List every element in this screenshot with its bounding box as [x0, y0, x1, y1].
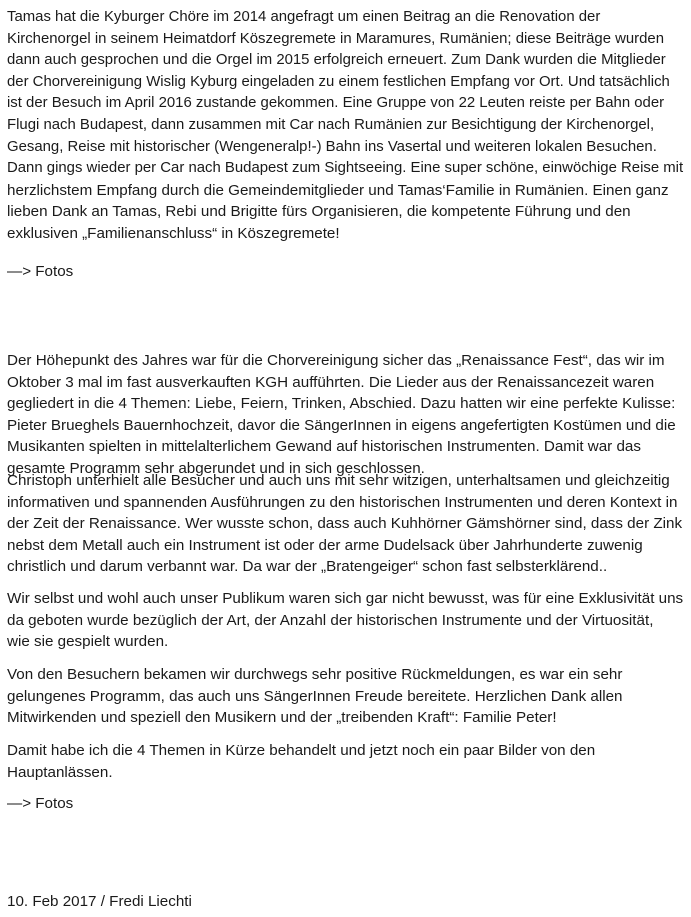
text-line: der Chorvereinigung Wislig Kyburg eingeladen zu einem festlichen Empfang vor Ort. Und tatsächlich: [7, 73, 670, 90]
text-line: dann auch gesprochen und die Orgel im 2015 erfolgreich erneuert. Zum Dank wurden die Mitglieder: [7, 52, 666, 69]
text-line: wie sie gespielt wurden.: [7, 633, 169, 651]
text-line: gelungenes Programm, das auch uns SängerInnen Freude bereitete. Herzlichen Dank allen: [7, 687, 623, 705]
text-line: Christoph unterhielt alle Besucher und auch uns mit sehr witzigen, unterhaltsamen und gleichzeitig: [7, 472, 670, 489]
text-line: Tamas hat die Kyburger Chöre im 2014 angefragt um einen Beitrag an die Renovation der: [7, 9, 601, 25]
paragraph-rueckmeldungen: [7, 664, 622, 729]
paragraph-abschluss: [7, 740, 595, 783]
paragraph-renaissance-fest: [7, 350, 676, 480]
date-signature: 10. Feb 2017 / Fredi Liechti: [7, 893, 192, 910]
text-line: da geboten wurde bezüglich der Art, der Anzahl der historischen Instrumente und der Virtuosität,: [7, 611, 654, 629]
text-line: Wir selbst und wohl auch unser Publikum waren sich gar nicht bewusst, was für eine Exklusivität uns: [7, 590, 684, 607]
text-line: Hauptanlässen.: [7, 763, 113, 781]
text-line: Pieter Brueghels Bauernhochzeit, davor die SängerInnen in eigens angefertigten Kostümen und die: [7, 416, 676, 434]
paragraph-exklusivitaet: [7, 588, 683, 653]
text-line: Flugi nach Budapest, dann zusammen mit Car nach Rumänien zur Besichtigung der Kirchenorgel,: [7, 116, 655, 133]
text-line: gesamte Programm sehr abgerundet und in sich geschlossen.: [7, 459, 425, 477]
fotos-link[interactable]: —> Fotos: [7, 795, 74, 812]
text-line: christlich und darum verbannt war. Da war der „Bratengeiger“ schon fast selbsterklärend..: [7, 558, 608, 576]
text-line: gegliedert in die 4 Themen: Liebe, Feiern, Trinken, Abschied. Dazu hatten wir eine perfekte Kulisse:: [7, 395, 676, 413]
text-line: Von den Besuchern bekamen wir durchwegs sehr positive Rückmeldungen, es war ein sehr: [7, 666, 623, 683]
text-line: ist der Besuch im April 2016 zustande gekommen. Eine Gruppe von 22 Leuten reiste per Bahn oder: [7, 95, 665, 112]
text-line: Damit habe ich die 4 Themen in Kürze behandelt und jetzt noch ein paar Bilder von den: [7, 742, 596, 759]
text-line: Dann gings wieder per Car nach Budapest zum Sightseeing. Eine super schöne, einwöchige Reise mit: [7, 160, 684, 177]
text-line: nebst dem Metall auch ein Instrument ist oder der arme Dudelsack über Jahrhunderte zuwenig: [7, 536, 643, 554]
text-line: informativen und spannenden Ausführungen zu den historischen Instrumenten und deren Kontext in: [7, 493, 678, 511]
text-line: Der Höhepunkt des Jahres war für die Chorvereinigung sicher das „Renaissance Fest“, das wir im: [7, 352, 665, 369]
paragraph-orgel-reise: [7, 7, 683, 245]
fotos-link[interactable]: —> Fotos: [7, 263, 74, 280]
text-line: Oktober 3 mal im fast ausverkauften KGH aufführten. Die Lieder aus der Renaissancezeit waren: [7, 373, 655, 391]
text-line: exklusiven „Familienanschluss“ in Köszegremete!: [7, 224, 340, 242]
text-line: Mitwirkenden und speziell den Musikern und der „treibenden Kraft“: Familie Peter!: [7, 709, 557, 727]
text-line: Musikanten spielten in mittelalterlichem Gewand auf historischen Instrumenten. Damit war das: [7, 438, 641, 456]
text-line: lieben Dank an Tamas, Rebi und Brigitte fürs Organisieren, die kompetente Führung und den: [7, 203, 631, 221]
text-line: Kirchenorgel in seinem Heimatdorf Köszegremete in Maramures, Rumänien; diese Beiträge wurden: [7, 30, 665, 47]
text-line: Gesang, Reise mit historischer (Wengeneralp!-) Bahn ins Vasertal und weiteren lokalen Besuchen.: [7, 138, 657, 155]
paragraph-christoph: [7, 470, 682, 578]
text-line: herzlichstem Empfang durch die Gemeindemitglieder und Tamas‘Familie in Rumänien. Einen ganz: [7, 181, 669, 199]
text-line: der Zeit der Renaissance. Wer wusste schon, dass auch Kuhhörner Gämshörner sind, dass der Zink: [7, 515, 683, 533]
